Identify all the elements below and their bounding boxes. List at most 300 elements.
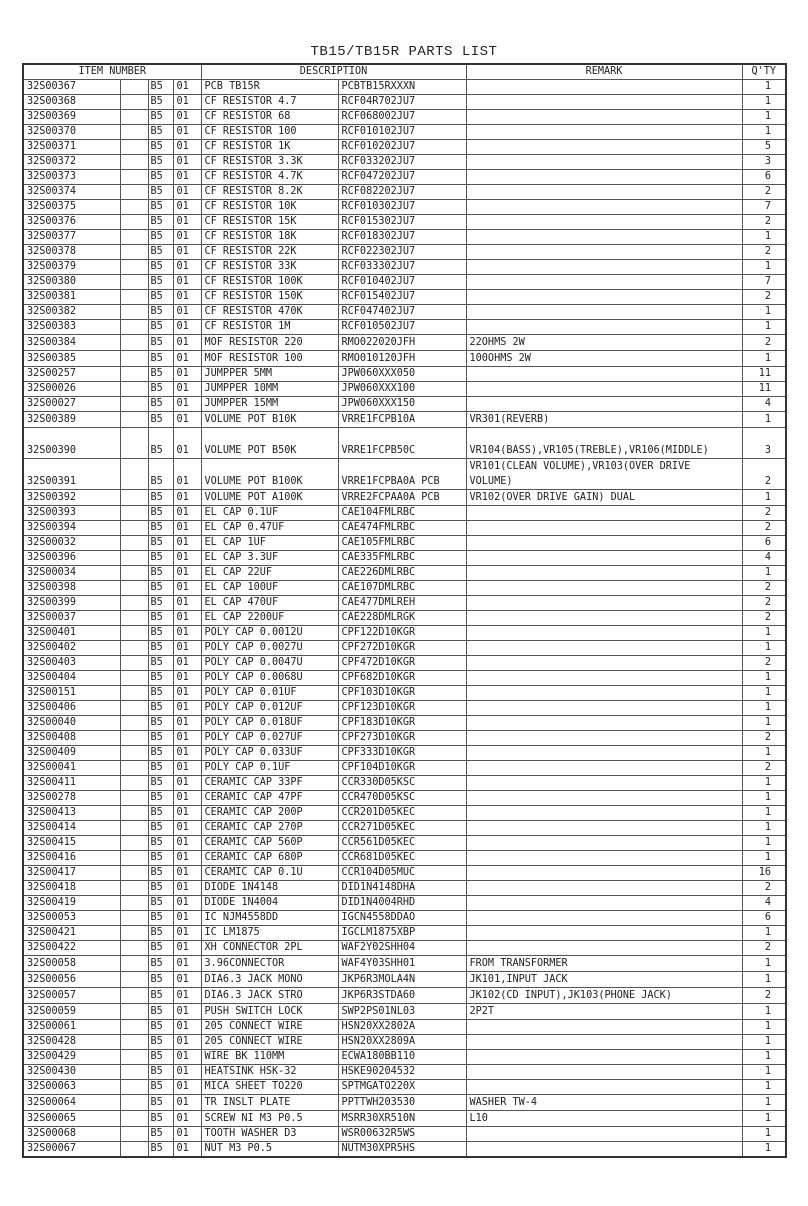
header-remark: REMARK: [466, 64, 742, 80]
cell-size: B5: [148, 988, 173, 1004]
cell-description: JUMPPER 15MM: [201, 397, 338, 412]
cell-spacer: [120, 806, 148, 821]
cell-description: CF RESISTOR 100K: [201, 275, 338, 290]
table-row: [23, 367, 786, 382]
cell-part-number: RCF010302JU7: [338, 200, 466, 215]
cell-item-number: 32S00408: [23, 731, 120, 746]
cell-size: B5: [148, 245, 173, 260]
cell-description: XH CONNECTOR 2PL: [201, 941, 338, 956]
cell-item-number: 32S00411: [23, 776, 120, 791]
cell-description: VOLUME POT B100K: [201, 459, 338, 490]
cell-item-number: 32S00375: [23, 200, 120, 215]
cell-item-number: 32S00064: [23, 1095, 120, 1111]
cell-remark: [466, 1050, 742, 1065]
cell-code: 01: [173, 230, 201, 245]
cell-item-number: 32S00372: [23, 155, 120, 170]
cell-item-number: 32S00398: [23, 581, 120, 596]
cell-item-number: 32S00403: [23, 656, 120, 671]
cell-remark: [466, 761, 742, 776]
cell-item-number: 32S00374: [23, 185, 120, 200]
cell-qty: 1: [742, 320, 786, 335]
cell-code: 01: [173, 956, 201, 972]
cell-qty: 2: [742, 656, 786, 671]
cell-spacer: [120, 896, 148, 911]
cell-description: CF RESISTOR 18K: [201, 230, 338, 245]
cell-description: DIA6.3 JACK MONO: [201, 972, 338, 988]
table-row: [23, 1020, 786, 1035]
cell-size: B5: [148, 275, 173, 290]
cell-part-number: WAF4Y03SHH01: [338, 956, 466, 972]
table-row: [23, 866, 786, 881]
table-row: [23, 656, 786, 671]
cell-size: B5: [148, 656, 173, 671]
cell-qty: 1: [742, 956, 786, 972]
cell-size: B5: [148, 140, 173, 155]
cell-qty: 2: [742, 185, 786, 200]
cell-part-number: CPF122D10KGR: [338, 626, 466, 641]
cell-part-number: ECWA180BB110: [338, 1050, 466, 1065]
cell-remark: [466, 806, 742, 821]
cell-spacer: [120, 821, 148, 836]
table-row: [23, 1111, 786, 1127]
cell-spacer: [120, 428, 148, 459]
cell-spacer: [120, 656, 148, 671]
cell-size: B5: [148, 776, 173, 791]
table-header-row: [23, 64, 786, 80]
cell-remark: [466, 536, 742, 551]
cell-item-number: 32S00278: [23, 791, 120, 806]
cell-qty: 6: [742, 536, 786, 551]
cell-item-number: 32S00367: [23, 80, 120, 95]
cell-size: B5: [148, 611, 173, 626]
cell-item-number: 32S00026: [23, 382, 120, 397]
cell-remark: [466, 596, 742, 611]
cell-qty: 2: [742, 521, 786, 536]
cell-size: B5: [148, 490, 173, 506]
cell-part-number: NUTM30XPR5HS: [338, 1142, 466, 1158]
cell-description: CERAMIC CAP 560P: [201, 836, 338, 851]
cell-remark: [466, 911, 742, 926]
table-row: [23, 320, 786, 335]
cell-qty: 1: [742, 1095, 786, 1111]
cell-code: 01: [173, 1127, 201, 1142]
cell-code: 01: [173, 1020, 201, 1035]
cell-qty: 1: [742, 351, 786, 367]
cell-qty: 2: [742, 941, 786, 956]
cell-part-number: CPF103D10KGR: [338, 686, 466, 701]
cell-item-number: 32S00053: [23, 911, 120, 926]
header-qty: Q'TY: [742, 64, 786, 80]
cell-item-number: 32S00368: [23, 95, 120, 110]
cell-spacer: [120, 1004, 148, 1020]
cell-remark: [466, 926, 742, 941]
cell-size: B5: [148, 521, 173, 536]
cell-item-number: 32S00040: [23, 716, 120, 731]
cell-part-number: PCBTB15RXXXN: [338, 80, 466, 95]
cell-size: B5: [148, 956, 173, 972]
cell-remark: [466, 170, 742, 185]
table-row: [23, 536, 786, 551]
table-row: [23, 170, 786, 185]
page-title: TB15/TB15R PARTS LIST: [310, 44, 498, 60]
cell-description: DIODE 1N4004: [201, 896, 338, 911]
cell-spacer: [120, 185, 148, 200]
cell-size: B5: [148, 1111, 173, 1127]
cell-code: 01: [173, 731, 201, 746]
table-row: [23, 686, 786, 701]
cell-part-number: RCF068002JU7: [338, 110, 466, 125]
cell-size: B5: [148, 1065, 173, 1080]
table-row: [23, 716, 786, 731]
cell-remark: [466, 367, 742, 382]
cell-description: CF RESISTOR 8.2K: [201, 185, 338, 200]
table-row: [23, 896, 786, 911]
cell-code: 01: [173, 941, 201, 956]
cell-item-number: 32S00402: [23, 641, 120, 656]
cell-description: CF RESISTOR 68: [201, 110, 338, 125]
cell-code: 01: [173, 185, 201, 200]
cell-description: CF RESISTOR 470K: [201, 305, 338, 320]
cell-remark: [466, 200, 742, 215]
table-row: [23, 290, 786, 305]
cell-spacer: [120, 506, 148, 521]
cell-qty: 1: [742, 1111, 786, 1127]
cell-code: 01: [173, 896, 201, 911]
cell-item-number: 32S00396: [23, 551, 120, 566]
cell-item-number: 32S00384: [23, 335, 120, 351]
cell-code: 01: [173, 596, 201, 611]
cell-description: EL CAP 0.1UF: [201, 506, 338, 521]
cell-item-number: 32S00067: [23, 1142, 120, 1158]
table-row: [23, 155, 786, 170]
cell-qty: 7: [742, 275, 786, 290]
cell-code: 01: [173, 791, 201, 806]
cell-spacer: [120, 1050, 148, 1065]
cell-code: 01: [173, 412, 201, 428]
cell-remark: [466, 155, 742, 170]
cell-code: 01: [173, 866, 201, 881]
cell-item-number: 32S00416: [23, 851, 120, 866]
cell-spacer: [120, 1035, 148, 1050]
cell-remark: 22OHMS 2W: [466, 335, 742, 351]
cell-part-number: HSN20XX2809A: [338, 1035, 466, 1050]
cell-spacer: [120, 776, 148, 791]
cell-remark: [466, 836, 742, 851]
table-row: [23, 972, 786, 988]
cell-code: 01: [173, 836, 201, 851]
cell-item-number: 32S00389: [23, 412, 120, 428]
cell-part-number: CAE105FMLRBC: [338, 536, 466, 551]
table-row: [23, 140, 786, 155]
cell-qty: 6: [742, 911, 786, 926]
cell-size: B5: [148, 1127, 173, 1142]
cell-part-number: JKP6R3MOLA4N: [338, 972, 466, 988]
table-row: [23, 731, 786, 746]
cell-size: B5: [148, 335, 173, 351]
table-row: [23, 95, 786, 110]
table-row: [23, 626, 786, 641]
cell-size: B5: [148, 896, 173, 911]
cell-item-number: 32S00373: [23, 170, 120, 185]
cell-spacer: [120, 581, 148, 596]
cell-item-number: 32S00061: [23, 1020, 120, 1035]
cell-code: 01: [173, 656, 201, 671]
cell-size: B5: [148, 926, 173, 941]
cell-code: 01: [173, 305, 201, 320]
cell-description: POLY CAP 0.0068U: [201, 671, 338, 686]
cell-qty: 1: [742, 686, 786, 701]
cell-size: B5: [148, 459, 173, 490]
cell-code: 01: [173, 245, 201, 260]
cell-qty: 1: [742, 125, 786, 140]
table-row: [23, 596, 786, 611]
cell-qty: 1: [742, 1020, 786, 1035]
cell-qty: 1: [742, 746, 786, 761]
table-row: [23, 490, 786, 506]
cell-size: B5: [148, 821, 173, 836]
cell-remark: [466, 521, 742, 536]
table-row: [23, 1127, 786, 1142]
cell-spacer: [120, 230, 148, 245]
cell-remark: [466, 95, 742, 110]
cell-item-number: 32S00409: [23, 746, 120, 761]
cell-remark: [466, 566, 742, 581]
cell-spacer: [120, 881, 148, 896]
table-row: [23, 110, 786, 125]
cell-size: B5: [148, 215, 173, 230]
cell-description: CF RESISTOR 100: [201, 125, 338, 140]
table-row: [23, 125, 786, 140]
cell-part-number: RMO022020JFH: [338, 335, 466, 351]
cell-part-number: RCF010102JU7: [338, 125, 466, 140]
cell-remark: [466, 290, 742, 305]
cell-part-number: CPF472D10KGR: [338, 656, 466, 671]
cell-description: POLY CAP 0.01UF: [201, 686, 338, 701]
cell-part-number: CCR681D05KEC: [338, 851, 466, 866]
cell-code: 01: [173, 761, 201, 776]
cell-description: TR INSLT PLATE: [201, 1095, 338, 1111]
cell-qty: 4: [742, 551, 786, 566]
cell-remark: [466, 185, 742, 200]
cell-part-number: CPF682D10KGR: [338, 671, 466, 686]
cell-item-number: 32S00413: [23, 806, 120, 821]
cell-remark: [466, 125, 742, 140]
cell-size: B5: [148, 351, 173, 367]
cell-code: 01: [173, 551, 201, 566]
cell-qty: 3: [742, 428, 786, 459]
cell-spacer: [120, 275, 148, 290]
cell-remark: [466, 305, 742, 320]
table-row: [23, 776, 786, 791]
cell-qty: 1: [742, 641, 786, 656]
cell-part-number: JKP6R3STDA60: [338, 988, 466, 1004]
cell-part-number: JPW060XXX050: [338, 367, 466, 382]
cell-remark: [466, 716, 742, 731]
cell-part-number: CAE474FMLRBC: [338, 521, 466, 536]
cell-remark: [466, 1080, 742, 1095]
cell-description: POLY CAP 0.033UF: [201, 746, 338, 761]
table-row: [23, 641, 786, 656]
cell-remark: [466, 791, 742, 806]
cell-spacer: [120, 290, 148, 305]
cell-size: B5: [148, 626, 173, 641]
cell-spacer: [120, 671, 148, 686]
cell-qty: 1: [742, 110, 786, 125]
cell-description: POLY CAP 0.1UF: [201, 761, 338, 776]
cell-qty: 1: [742, 1050, 786, 1065]
cell-description: CF RESISTOR 4.7: [201, 95, 338, 110]
cell-item-number: 32S00393: [23, 506, 120, 521]
cell-size: B5: [148, 1095, 173, 1111]
cell-description: CF RESISTOR 1M: [201, 320, 338, 335]
cell-size: B5: [148, 746, 173, 761]
cell-size: B5: [148, 581, 173, 596]
table-row: [23, 335, 786, 351]
cell-remark: [466, 851, 742, 866]
cell-item-number: 32S00370: [23, 125, 120, 140]
cell-code: 01: [173, 1004, 201, 1020]
cell-qty: 1: [742, 776, 786, 791]
cell-size: B5: [148, 125, 173, 140]
cell-spacer: [120, 1065, 148, 1080]
cell-item-number: 32S00065: [23, 1111, 120, 1127]
cell-size: B5: [148, 731, 173, 746]
cell-remark: [466, 80, 742, 95]
cell-remark: [466, 866, 742, 881]
cell-item-number: 32S00032: [23, 536, 120, 551]
cell-remark: [466, 320, 742, 335]
cell-description: PUSH SWITCH LOCK: [201, 1004, 338, 1020]
cell-description: VOLUME POT B10K: [201, 412, 338, 428]
cell-qty: 1: [742, 305, 786, 320]
cell-part-number: CPF104D10KGR: [338, 761, 466, 776]
cell-size: B5: [148, 1020, 173, 1035]
cell-size: B5: [148, 791, 173, 806]
cell-part-number: RMO010120JFH: [338, 351, 466, 367]
cell-remark: JK101,INPUT JACK: [466, 972, 742, 988]
table-row: [23, 836, 786, 851]
cell-part-number: CAE335FMLRBC: [338, 551, 466, 566]
cell-qty: 2: [742, 245, 786, 260]
cell-size: B5: [148, 170, 173, 185]
cell-size: B5: [148, 367, 173, 382]
cell-code: 01: [173, 701, 201, 716]
cell-qty: 2: [742, 731, 786, 746]
cell-description: POLY CAP 0.027UF: [201, 731, 338, 746]
cell-remark: VR101(CLEAN VOLUME),VR103(OVER DRIVE VOLUME): [466, 459, 742, 490]
cell-description: JUMPPER 5MM: [201, 367, 338, 382]
table-row: [23, 412, 786, 428]
cell-spacer: [120, 596, 148, 611]
cell-part-number: CCR271D05KEC: [338, 821, 466, 836]
cell-remark: FROM TRANSFORMER: [466, 956, 742, 972]
cell-part-number: WSR00632R5WS: [338, 1127, 466, 1142]
cell-description: POLY CAP 0.0012U: [201, 626, 338, 641]
cell-remark: L10: [466, 1111, 742, 1127]
cell-code: 01: [173, 1095, 201, 1111]
cell-description: MICA SHEET TO220: [201, 1080, 338, 1095]
cell-item-number: 32S00377: [23, 230, 120, 245]
cell-code: 01: [173, 1065, 201, 1080]
cell-description: CERAMIC CAP 33PF: [201, 776, 338, 791]
cell-item-number: 32S00063: [23, 1080, 120, 1095]
cell-part-number: VRRE2FCPAA0A PCB: [338, 490, 466, 506]
cell-description: NUT M3 P0.5: [201, 1142, 338, 1158]
cell-qty: 1: [742, 1065, 786, 1080]
cell-spacer: [120, 412, 148, 428]
header-description: DESCRIPTION: [201, 64, 466, 80]
cell-part-number: RCF082202JU7: [338, 185, 466, 200]
cell-part-number: RCF04R702JU7: [338, 95, 466, 110]
table-row: [23, 428, 786, 459]
cell-remark: [466, 260, 742, 275]
cell-part-number: CCR470D05KSC: [338, 791, 466, 806]
cell-part-number: CAE104FMLRBC: [338, 506, 466, 521]
cell-qty: 6: [742, 170, 786, 185]
cell-spacer: [120, 836, 148, 851]
cell-code: 01: [173, 1035, 201, 1050]
cell-spacer: [120, 926, 148, 941]
cell-size: B5: [148, 305, 173, 320]
cell-qty: 2: [742, 459, 786, 490]
table-row: [23, 806, 786, 821]
cell-qty: 2: [742, 881, 786, 896]
cell-qty: 2: [742, 596, 786, 611]
cell-item-number: 32S00421: [23, 926, 120, 941]
table-row: [23, 611, 786, 626]
cell-description: EL CAP 100UF: [201, 581, 338, 596]
cell-item-number: 32S00059: [23, 1004, 120, 1020]
cell-description: DIA6.3 JACK STRO: [201, 988, 338, 1004]
cell-size: B5: [148, 596, 173, 611]
cell-code: 01: [173, 351, 201, 367]
cell-qty: 1: [742, 791, 786, 806]
cell-spacer: [120, 200, 148, 215]
cell-code: 01: [173, 170, 201, 185]
cell-size: B5: [148, 1004, 173, 1020]
table-row: [23, 80, 786, 95]
cell-size: B5: [148, 1080, 173, 1095]
table-row: [23, 1050, 786, 1065]
cell-code: 01: [173, 80, 201, 95]
cell-spacer: [120, 382, 148, 397]
cell-part-number: RCF010202JU7: [338, 140, 466, 155]
cell-part-number: JPW060XXX150: [338, 397, 466, 412]
cell-spacer: [120, 521, 148, 536]
cell-description: CF RESISTOR 150K: [201, 290, 338, 305]
cell-description: CF RESISTOR 33K: [201, 260, 338, 275]
cell-remark: VR104(BASS),VR105(TREBLE),VR106(MIDDLE): [466, 428, 742, 459]
cell-code: 01: [173, 611, 201, 626]
cell-code: 01: [173, 95, 201, 110]
cell-description: MOF RESISTOR 220: [201, 335, 338, 351]
cell-spacer: [120, 551, 148, 566]
cell-size: B5: [148, 155, 173, 170]
cell-qty: 1: [742, 972, 786, 988]
cell-remark: 100OHMS 2W: [466, 351, 742, 367]
cell-part-number: VRRE1FCPB10A: [338, 412, 466, 428]
cell-spacer: [120, 761, 148, 776]
cell-spacer: [120, 851, 148, 866]
cell-part-number: CAE226DMLRBC: [338, 566, 466, 581]
cell-part-number: CPF333D10KGR: [338, 746, 466, 761]
cell-part-number: IGCN4558DDAO: [338, 911, 466, 926]
cell-description: CF RESISTOR 1K: [201, 140, 338, 155]
cell-description: 3.96CONNECTOR: [201, 956, 338, 972]
cell-part-number: RCF033302JU7: [338, 260, 466, 275]
cell-spacer: [120, 245, 148, 260]
table-row: [23, 351, 786, 367]
